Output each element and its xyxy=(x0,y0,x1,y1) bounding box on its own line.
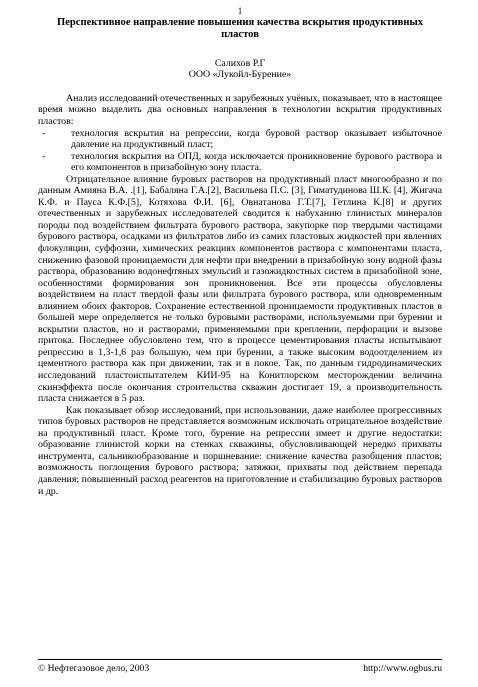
technology-list xyxy=(38,128,442,174)
body-paragraph-part: Все эти процессы обусловлены воздействием на пласт твердой фазы или фильтрата бурового раствора, или одновременным влиянием обоих факторов. Сохранение естественной проницаемости продуктивных пластов в большей мере определяется не только буровыми растворами, используемыми при бурении и вскрытии пластов, но и растворами, применяемыми при креплении, перфорации и вызове притока. Последнее обусловлено тем, что в процессе цементирования пласты испытывают репрессию в 1,3-1,6 раз большую, чем при бурении, а также высоким водоотделением из цементного раствора как при движении, так и в покое. Так, по данным гидродинамических исследований пластоиспытателем КИИ-95 на Конитлорском месторождении величина скинэффекта после окончания строительства скважин достигает 19, а производительность пласта снижается в 5 раз. xyxy=(38,277,442,405)
author-organization: ООО «Лукойл-Бурение» xyxy=(188,69,292,81)
body-paragraph: Как показывает обзор исследований, при использовании, даже наиболее прогрессивных типов буровых растворов не представляется возможным исключать отрицательное воздействие на продуктивный пласт. Кроме того, бурение на репрессии имеет и другие недостатки: образование глинистой корки на стенках скважины, обусловливающей нередко прихваты инструмента, сальникообразование и поршневание: снижение качества разобщения пластов; возможность поглощения бурового раствора; затяжки, прихваты под действием перепада давления; повышенный расход реагентов на приготовление и стабилизацию буровых растворов и др. xyxy=(38,404,442,497)
page-number: 1 xyxy=(237,6,243,16)
author-name: Салихов Р.Г xyxy=(214,57,266,69)
page-footer xyxy=(38,663,442,674)
footer-website-link[interactable]: http://www.ogbus.ru xyxy=(363,663,442,674)
document-title: Перспективное направление повышения качества вскрытия продуктивных пластов xyxy=(56,17,424,41)
list-item xyxy=(38,128,442,151)
list-dash: - xyxy=(42,150,46,162)
body-paragraph xyxy=(38,174,442,405)
intro-paragraph: Анализ исследований отечественных и зарубежных учёных, показывает, что в настоящее время можно выделить два основных направления в технологии вскрытия продуктивных пластов: xyxy=(38,92,442,127)
list-item-text: технология вскрытия на репрессии, когда буровой раствор оказывает избыточное давление на продуктивный пласт; xyxy=(71,127,442,151)
footer-divider xyxy=(38,659,442,660)
list-item-text: технология вскрытия на ОПД, когда исключается проникновение бурового раствора и его компонентов в призабойную зону пласта. xyxy=(71,150,442,174)
list-item xyxy=(38,151,442,174)
list-dash: - xyxy=(42,127,46,139)
document-page xyxy=(38,6,442,497)
body-paragraph-part: Отрицательное влияние буровых растворов на продуктивный пласт многообразно и по данным Амияна В.А. .[1], Бабаляна Г.А.[2], Васильева П.С. [3], Гиматудинова Ш.К. [4], Жигача К.Ф. и Пауса К.Ф.[5], Котяхова Ф.И. [6], Овнатанова Г.Т.[7], Гетлина К.[8] и других отечественных и зарубежных исследователей сводится к набуханию глинистых минералов породы под воздействием фильтрата бурового раствора, закупорке пор твердыми частицами бурового раствора, осадками из фильтратов либо из самих пластовых жидкостей при явлениях флокуляции, суффозии, химических реакциях компонентов раствора с компонентами пласта, снижению фазовой проницаемости для нефти при внедрении в призабойную зону водной фазы раствора, образованию водонефтяных эмульсий и газожидкостных систем в призабойной зоне, особенностями формирования зон проникновения. xyxy=(38,173,442,289)
footer-copyright: © Нефтегазовое дело, 2003 xyxy=(38,663,150,674)
